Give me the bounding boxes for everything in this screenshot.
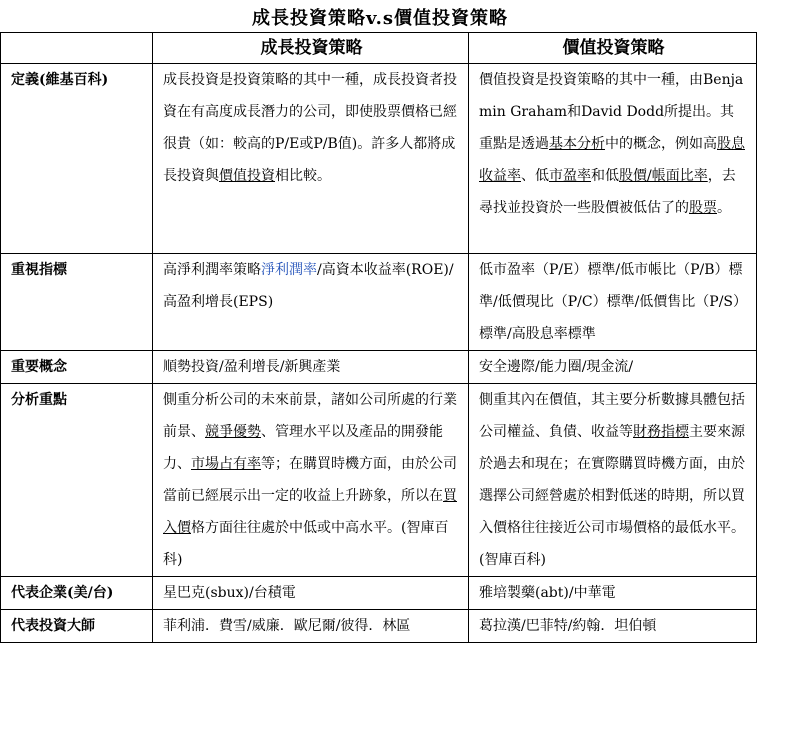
table-header-row xyxy=(1,33,757,64)
analysis-growth-text-3: 等；在購買時機方面，由於公司當前已經展示出一定的收益上升跡象，所以在 xyxy=(163,456,457,504)
analysis-value-cell xyxy=(469,384,757,577)
analysis-growth-cell xyxy=(153,384,469,577)
link-value-investing[interactable]: 價值投資 xyxy=(219,168,275,184)
link-market-share[interactable]: 市場占有率 xyxy=(191,456,261,472)
companies-value-cell: 雅培製藥(abt)/中華電 xyxy=(469,577,757,610)
indicators-value-cell: 低市盈率（P/E）標準/低市帳比（P/B）標準/低價現比（P/C）標準/低價售比（P/S）標準/高股息率標準 xyxy=(469,254,757,351)
concepts-value-cell: 安全邊際/能力圈/現金流/ xyxy=(469,351,757,384)
row-label-companies: 代表企業(美/台) xyxy=(1,577,153,610)
link-dividend-yield[interactable]: 股息收益率 xyxy=(479,136,745,184)
link-buy-price[interactable]: 買入價 xyxy=(163,488,457,536)
link-financial-indicators[interactable]: 財務指標 xyxy=(633,424,689,440)
link-stock[interactable]: 股票 xyxy=(689,200,717,216)
table-row-companies xyxy=(1,577,757,610)
row-label-concepts: 重要概念 xyxy=(1,351,153,384)
definition-value-text-3: 、低 xyxy=(521,168,549,184)
concepts-growth-cell: 順勢投資/盈利增長/新興產業 xyxy=(153,351,469,384)
table-row-masters xyxy=(1,610,757,643)
header-empty-cell xyxy=(1,33,153,64)
analysis-growth-text: 側重分析公司的未來前景，諸如公司所處的行業前景、 xyxy=(163,392,457,440)
definition-growth-text-end: 相比較。 xyxy=(275,168,331,184)
definition-growth-text: 成長投資是投資策略的其中一種，成長投資者投資在有高度成長潛力的公司，即使股票價格已經很貴（如：較高的P/E或P/B值)。許多人都將成長投資與 xyxy=(163,72,457,184)
masters-value-cell: 葛拉漢/巴菲特/約翰．坦伯頓 xyxy=(469,610,757,643)
link-fundamental-analysis[interactable]: 基本分析 xyxy=(549,136,605,152)
analysis-growth-text-2: 、管理水平以及產品的開發能力、 xyxy=(163,424,443,472)
definition-value-text-5: ，去尋找並投資於一些股價被低估了的 xyxy=(479,168,736,216)
page-title: 成長投資策略v.s價值投資策略 xyxy=(251,8,509,29)
table-row-indicators xyxy=(1,254,757,351)
table-row-concepts xyxy=(1,351,757,384)
table-row-analysis xyxy=(1,384,757,577)
definition-value-text-2: 中的概念，例如高 xyxy=(605,136,717,152)
analysis-value-text-2: 主要來源於過去和現在；在實際購買時機方面，由於選擇公司經營處於相對低迷的時期，所以買入價格往往接近公司市場價格的最低水平。(智庫百科) xyxy=(479,424,745,568)
link-net-profit-margin[interactable]: 淨利潤率 xyxy=(261,262,317,278)
row-label-masters: 代表投資大師 xyxy=(1,610,153,643)
definition-value-text: 價值投資是投資策略的其中一種，由Benjamin Graham和David Dodd所提出。其重點是透過 xyxy=(479,72,744,152)
header-value: 價值投資策略 xyxy=(469,33,757,64)
masters-growth-cell: 菲利浦．費雪/威廉．歐尼爾/彼得．林區 xyxy=(153,610,469,643)
row-label-indicators: 重視指標 xyxy=(1,254,153,351)
definition-value-cell xyxy=(469,64,757,254)
comparison-table xyxy=(0,32,757,643)
definition-value-text-6: 。 xyxy=(717,200,731,216)
definition-value-text-4: 和低 xyxy=(591,168,619,184)
row-label-definition: 定義(維基百科) xyxy=(1,64,153,254)
analysis-growth-text-4: 格方面往往處於中低或中高水平。(智庫百科) xyxy=(163,520,449,568)
analysis-value-text: 側重其內在價值，其主要分析數據具體包括公司權益、負債、收益等 xyxy=(479,392,745,440)
table-row-definition xyxy=(1,64,757,254)
indicators-growth-cell xyxy=(153,254,469,351)
definition-growth-cell xyxy=(153,64,469,254)
indicators-growth-text-end: /高資本收益率(ROE)/ 高盈利增長(EPS) xyxy=(163,262,454,310)
indicators-growth-text: 高淨利潤率策略 xyxy=(163,262,261,278)
row-label-analysis: 分析重點 xyxy=(1,384,153,577)
link-pe-ratio[interactable]: 市盈率 xyxy=(549,168,591,184)
link-competitive-advantage[interactable]: 競爭優勢 xyxy=(205,424,261,440)
companies-growth-cell: 星巴克(sbux)/台積電 xyxy=(153,577,469,610)
header-growth: 成長投資策略 xyxy=(153,33,469,64)
link-price-to-book[interactable]: 股價/帳面比率 xyxy=(619,168,708,184)
